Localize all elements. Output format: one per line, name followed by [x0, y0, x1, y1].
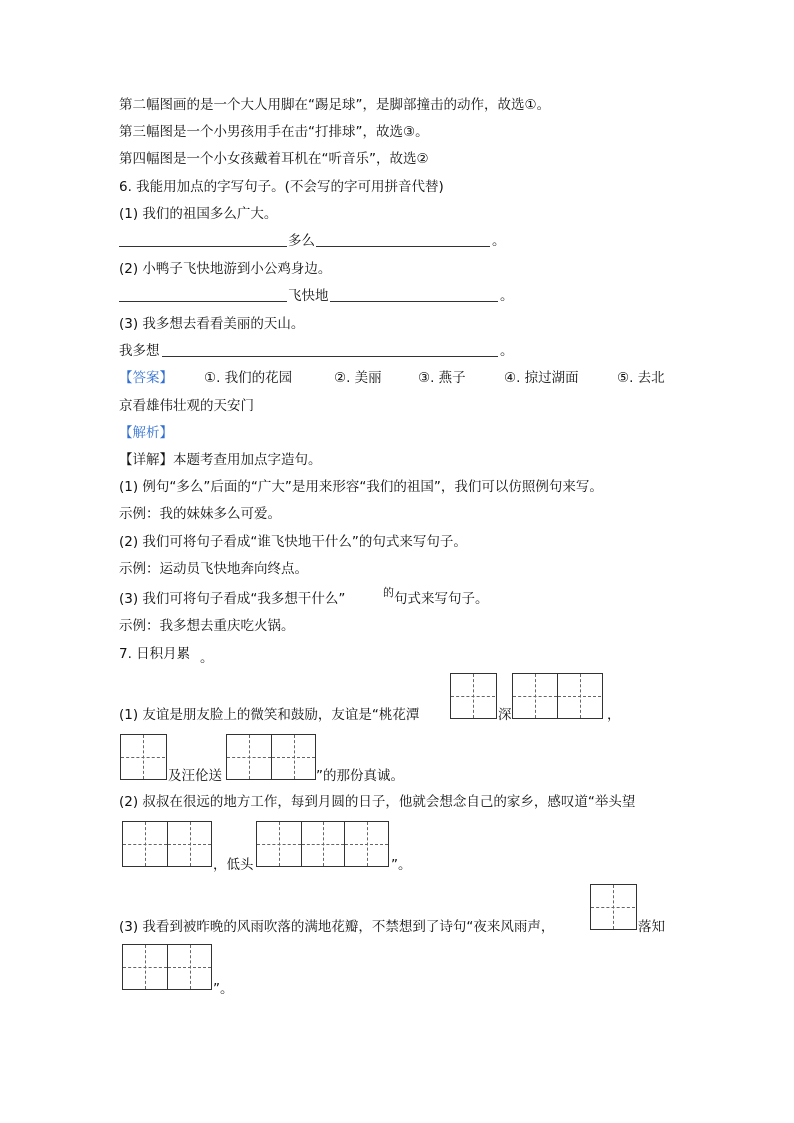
item-3-period: 。	[500, 343, 514, 359]
question-6-item-1: (1) 我们的祖国多么广大。	[119, 206, 278, 222]
sentence-fragment: 及汪伦送	[168, 768, 222, 784]
sentence-fragment: 深	[498, 707, 512, 723]
question-7-title-dot: 。	[200, 650, 214, 666]
analysis-paragraph: (2) 我们可将句子看成“谁飞快地干什么”的句式来写句子。	[119, 534, 467, 550]
example-sentence: 示例：我的妹妹多么可爱。	[119, 506, 281, 522]
item-2-period: 。	[500, 288, 514, 304]
answer-blank	[119, 301, 287, 302]
answer-item: ⑤. 去北	[617, 370, 665, 386]
answer-item: ②. 美丽	[334, 370, 382, 386]
writing-grid-2-char[interactable]	[122, 821, 212, 867]
answer-item-continued: 京看雄伟壮观的天安门	[119, 398, 254, 414]
answer-label: 【答案】	[119, 370, 173, 386]
question-7-sentence-2: (2) 叔叔在很远的地方工作，每到月圆的日子，他就会想念自己的家乡，感叹道“举头望	[119, 794, 636, 810]
sentence-fragment: ”。	[391, 857, 412, 873]
analysis-particle: 的	[383, 586, 394, 599]
writing-grid-1-char[interactable]	[120, 734, 167, 780]
sentence-fragment: ，低头	[213, 857, 254, 873]
question-7-sentence-3: (3) 我看到被昨晚的风雨吹落的满地花瓣，不禁想到了诗句“夜来风雨声，	[119, 919, 555, 935]
item-3-keyword: 我多想	[119, 343, 160, 359]
explanation-line: 第三幅图是一个小男孩用手在击“打排球”，故选③。	[119, 124, 429, 140]
detail-heading: 【详解】本题考查用加点字造句。	[119, 452, 322, 468]
analysis-paragraph-end: 句式来写句子。	[394, 591, 489, 607]
answer-blank	[162, 356, 498, 357]
answer-blank	[330, 301, 498, 302]
answer-item: ③. 燕子	[418, 370, 466, 386]
question-6-item-3: (3) 我多想去看看美丽的天山。	[119, 316, 305, 332]
writing-grid-1-char[interactable]	[590, 884, 637, 930]
analysis-paragraph: (3) 我们可将句子看成“我多想干什么”	[119, 591, 346, 607]
item-1-keyword: 多么	[288, 233, 315, 249]
question-6-title: 6. 我能用加点的字写句子。(不会写的字可用拼音代替)	[119, 179, 444, 195]
writing-grid-3-char[interactable]	[256, 821, 389, 867]
answer-blank	[316, 246, 490, 247]
writing-grid-3-char[interactable]	[512, 673, 603, 719]
question-7-sentence-1: (1) 友谊是朋友脸上的微笑和鼓励，友谊是“桃花潭	[119, 707, 420, 723]
writing-grid-2-char[interactable]	[226, 734, 316, 780]
sentence-fragment: ”的那份真诚。	[316, 768, 404, 784]
answer-item: ④. 掠过湖面	[504, 370, 579, 386]
item-2-keyword: 飞快地	[288, 288, 329, 304]
analysis-label: 【解析】	[119, 425, 173, 441]
question-7-title: 7. 日积月累	[119, 646, 191, 662]
example-sentence: 示例：我多想去重庆吃火锅。	[119, 618, 295, 634]
answer-blank	[119, 246, 287, 247]
question-6-item-2: (2) 小鸭子飞快地游到小公鸡身边。	[119, 261, 332, 277]
example-sentence: 示例：运动员飞快地奔向终点。	[119, 561, 308, 577]
analysis-paragraph: (1) 例句“多么”后面的“广大”是用来形容“我们的祖国”，我们可以仿照例句来写。	[119, 479, 603, 495]
writing-grid-1-char[interactable]	[450, 673, 497, 719]
sentence-fragment: ，	[607, 707, 621, 723]
explanation-line: 第二幅图画的是一个大人用脚在“踢足球”，是脚部撞击的动作，故选①。	[119, 97, 551, 113]
explanation-line: 第四幅图是一个小女孩戴着耳机在“听音乐”，故选②	[119, 151, 429, 167]
writing-grid-2-char[interactable]	[122, 944, 212, 990]
sentence-fragment: 落知	[638, 919, 665, 935]
sentence-fragment: ”。	[213, 981, 234, 997]
answer-item: ①. 我们的花园	[204, 370, 293, 386]
item-1-period: 。	[492, 233, 506, 249]
